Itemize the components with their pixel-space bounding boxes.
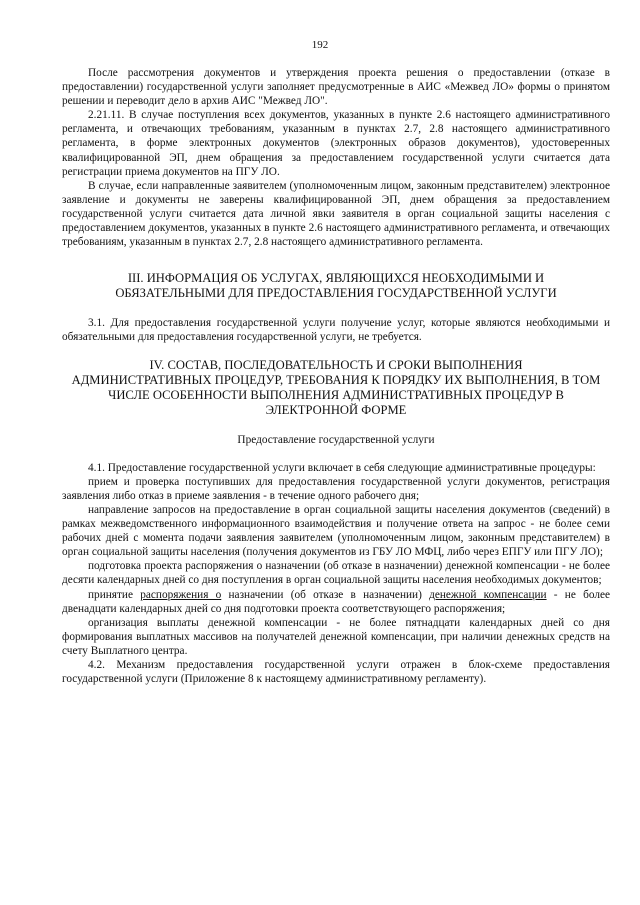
procedure-item-requests: направление запросов на предоставление в орган социальной защиты населения документов (сведений) в рамках межведомственного информационного взаимодействия и получение ответа на запрос - не более семи рабочих дней с момента подачи заявления заявителем (уполномоченным лицом, законным представителем) в орган социальной защиты населения (получения документов из ГБУ ЛО МФЦ, либо через ЕПГУ или ПГУ ЛО); (62, 504, 610, 559)
procedure-item-adoption (62, 588, 610, 616)
paragraph-decision-archive: После рассмотрения документов и утверждения проекта решения о предоставлении (отказе в предоставлении) государственной услуги заполняет предусмотренные в АИС «Межвед ЛО» формы о принятом решении и переводит дело в архив АИС "Межвед ЛО". (62, 67, 610, 108)
procedure-item-payment: организация выплаты денежной компенсации - не более пятнадцати календарных дней со дня формирования выплатных массивов на получателей денежной компенсации, при наличии денежных средств на счету Выплатного центра. (62, 616, 610, 657)
paragraph-2-21-11: 2.21.11. В случае поступления всех документов, указанных в пункте 2.6 настоящего административного регламента, и отвечающих требованиям, указанным в пунктах 2.7, 2.8 настоящего административного регламента, в форме электронных документов (электронных образов документов), удостоверенных квалифицированной ЭП, днем обращения за предоставлением государственной услуги считается дата регистрации приема документов на ПГУ ЛО. (62, 109, 610, 178)
subsection-title: Предоставление государственной услуги (237, 433, 435, 446)
adoption-text-end: - не более двенадцати календарных дней со дня подготовки проекта соответствующего распоряжения; (62, 588, 610, 615)
paragraph-3-1: 3.1. Для предоставления государственной услуги получение услуг, которые являются необходимыми и обязательными для предоставления государственной услуги, не требуется. (62, 316, 610, 343)
page-content (62, 66, 610, 686)
section-4-heading (62, 358, 610, 419)
paragraph-unsigned-application: В случае, если направленные заявителем (уполномоченным лицом, законным представителем) электронное заявление и документы не заверены квалифицированной ЭП, днем обращения за предоставлением государственной услуги считается дата личной явки заявителя в орган социальной защиты населения с предоставлением документов, указанных в пункте 2.6 настоящего административного регламента, и отвечающих требованиям, указанным в пунктах 2.7, 2.8 настоящего административного регламента. (62, 179, 610, 249)
procedure-item-draft-order: подготовка проекта распоряжения о назначении (об отказе в назначении) денежной компенсации - не более десяти календарных дней со дня поступления в орган социальной защиты населения необходимых документов; (62, 560, 610, 587)
section-4-heading-line: АДМИНИСТРАТИВНЫХ ПРОЦЕДУР, ТРЕБОВАНИЯ К ПОРЯДКУ ИХ ВЫПОЛНЕНИЯ, В ТОМ (71, 373, 601, 388)
page-number: 192 (311, 39, 329, 51)
paragraph-4-2: 4.2. Механизм предоставления государственной услуги отражен в блок-схеме предоставления государственной услуги (Приложение 8 к настоящему административному регламенту). (62, 659, 610, 686)
paragraph-4-1: 4.1. Предоставление государственной услуги включает в себя следующие административные процедуры: (88, 461, 596, 474)
section-3-heading-line: III. ИНФОРМАЦИЯ ОБ УСЛУГАХ, ЯВЛЯЮЩИХСЯ НЕОБХОДИМЫМИ И (127, 271, 545, 286)
section-3-heading (62, 271, 610, 301)
adoption-text-start: принятие (88, 588, 141, 601)
procedure-item-reception: прием и проверка поступивших для предоставления государственной услуги документов, регистрация заявления либо отказ в приеме заявления - в течение одного рабочего дня; (62, 475, 610, 502)
section-3-heading-line: ОБЯЗАТЕЛЬНЫМИ ДЛЯ ПРЕДОСТАВЛЕНИЯ ГОСУДАРСТВЕННОЙ УСЛУГИ (115, 286, 557, 301)
underlined-order-text: распоряжения о (140, 588, 222, 601)
section-4-heading-line: ЭЛЕКТРОННОЙ ФОРМЕ (265, 403, 407, 418)
section-4-heading-line: IV. СОСТАВ, ПОСЛЕДОВАТЕЛЬНОСТЬ И СРОКИ ВЫПОЛНЕНИЯ (149, 357, 523, 372)
underlined-compensation-text: денежной компенсации (429, 588, 547, 601)
adoption-text-middle: назначении (об отказе в назначении) (221, 588, 430, 601)
section-4-heading-line: ЧИСЛЕ ОСОБЕННОСТИ ВЫПОЛНЕНИЯ АДМИНИСТРАТИВНЫХ ПРОЦЕДУР В (108, 388, 564, 403)
